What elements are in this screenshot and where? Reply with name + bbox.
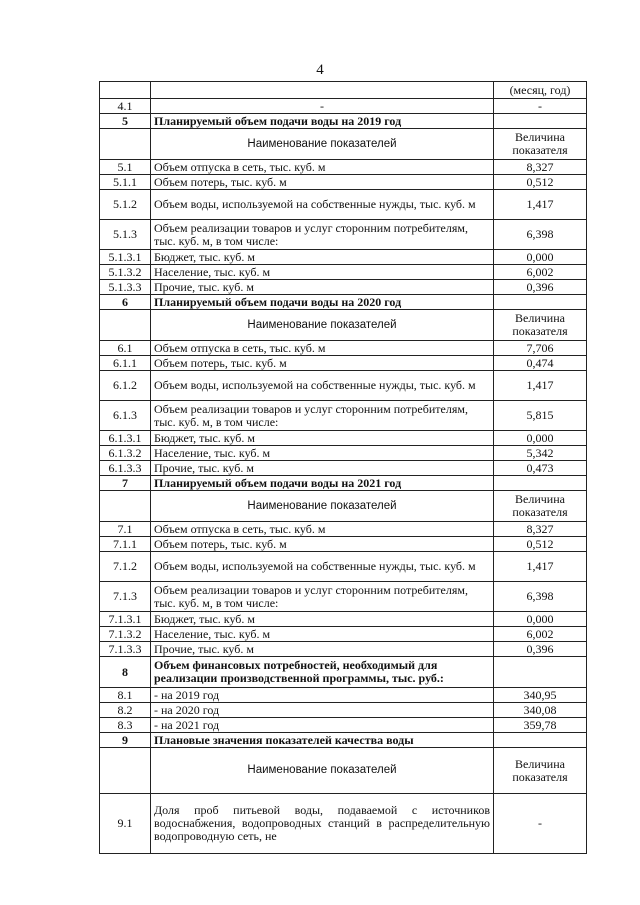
column-header-value: Величина показателя bbox=[494, 491, 587, 522]
empty-cell bbox=[494, 476, 587, 491]
column-header-value: Величина показателя bbox=[494, 748, 587, 794]
row-number: 7.1 bbox=[100, 522, 151, 537]
row-name: Прочие, тыс. куб. м bbox=[151, 461, 494, 476]
row-value: 6,398 bbox=[494, 220, 587, 250]
row-value: 0,000 bbox=[494, 431, 587, 446]
row-value: 0,512 bbox=[494, 175, 587, 190]
section-number: 6 bbox=[100, 295, 151, 310]
section-title: Объем финансовых потребностей, необходимый для реализации производственной программы, тыс. руб.: bbox=[151, 657, 494, 688]
row-number: 5.1.3 bbox=[100, 220, 151, 250]
page-number: 4 bbox=[316, 62, 324, 78]
table-row bbox=[100, 371, 587, 401]
table-row bbox=[100, 642, 587, 657]
row-value: 7,706 bbox=[494, 341, 587, 356]
row-number: 8.3 bbox=[100, 718, 151, 733]
row-value: 1,417 bbox=[494, 190, 587, 220]
row-name: Объем отпуска в сеть, тыс. куб. м bbox=[151, 341, 494, 356]
section-title: Планируемый объем подачи воды на 2020 год bbox=[151, 295, 494, 310]
row-value: - bbox=[494, 794, 587, 854]
row-number: 9.1 bbox=[100, 794, 151, 854]
row-value: 0,000 bbox=[494, 250, 587, 265]
section-title: Планируемый объем подачи воды на 2021 год bbox=[151, 476, 494, 491]
row-number: 7.1.3.3 bbox=[100, 642, 151, 657]
row-name: Доля проб питьевой воды, подаваемой с источников водоснабжения, водопроводных станций в распределительную водопроводную сеть, не bbox=[151, 794, 494, 854]
table-row bbox=[100, 250, 587, 265]
row-name: Объем воды, используемой на собственные нужды, тыс. куб. м bbox=[151, 552, 494, 582]
row-name: Объем потерь, тыс. куб. м bbox=[151, 175, 494, 190]
column-header-value: Величина показателя bbox=[494, 310, 587, 341]
row-number: 5.1.2 bbox=[100, 190, 151, 220]
row-name: Население, тыс. куб. м bbox=[151, 265, 494, 280]
column-header-row bbox=[100, 310, 587, 341]
column-header-name: Наименование показателей bbox=[151, 491, 494, 522]
table-row bbox=[100, 341, 587, 356]
row-name: Объем отпуска в сеть, тыс. куб. м bbox=[151, 160, 494, 175]
row-value: 0,473 bbox=[494, 461, 587, 476]
table-row bbox=[100, 461, 587, 476]
row-name: Бюджет, тыс. куб. м bbox=[151, 250, 494, 265]
row-number: 4.1 bbox=[100, 99, 151, 114]
column-header-name: Наименование показателей bbox=[151, 129, 494, 160]
section-title-row bbox=[100, 295, 587, 310]
table-row bbox=[100, 582, 587, 612]
row-value: 0,396 bbox=[494, 642, 587, 657]
row-number: 7.1.3.2 bbox=[100, 627, 151, 642]
table-row bbox=[100, 612, 587, 627]
column-header-row bbox=[100, 748, 587, 794]
production-program-table bbox=[99, 81, 587, 854]
table-row bbox=[100, 703, 587, 718]
table-row bbox=[100, 627, 587, 642]
row-name: Население, тыс. куб. м bbox=[151, 627, 494, 642]
empty-cell bbox=[494, 295, 587, 310]
table-row bbox=[100, 688, 587, 703]
row-number: 5.1.3.3 bbox=[100, 280, 151, 295]
column-header-name: Наименование показателей bbox=[151, 310, 494, 341]
row-value: 340,95 bbox=[494, 688, 587, 703]
row-value: 1,417 bbox=[494, 371, 587, 401]
row-number: 5.1.3.1 bbox=[100, 250, 151, 265]
column-header-name: Наименование показателей bbox=[151, 748, 494, 794]
empty-cell bbox=[100, 748, 151, 794]
row-value: 0,512 bbox=[494, 537, 587, 552]
row-number: 6.1 bbox=[100, 341, 151, 356]
table-row bbox=[100, 401, 587, 431]
table-row bbox=[100, 522, 587, 537]
row-value: 1,417 bbox=[494, 552, 587, 582]
row-name: Бюджет, тыс. куб. м bbox=[151, 612, 494, 627]
section-number: 9 bbox=[100, 733, 151, 748]
section-title-row bbox=[100, 657, 587, 688]
table-row bbox=[100, 446, 587, 461]
row-number: 5.1.3.2 bbox=[100, 265, 151, 280]
table-row bbox=[100, 160, 587, 175]
row-number: 6.1.2 bbox=[100, 371, 151, 401]
section-title-row bbox=[100, 733, 587, 748]
row-value: (месяц, год) bbox=[494, 82, 587, 99]
row-value: 8,327 bbox=[494, 522, 587, 537]
row-number: 7.1.2 bbox=[100, 552, 151, 582]
empty-cell bbox=[100, 310, 151, 341]
row-name: Объем реализации товаров и услуг сторонним потребителям, тыс. куб. м, в том числе: bbox=[151, 582, 494, 612]
row-value: 5,815 bbox=[494, 401, 587, 431]
table-row bbox=[100, 265, 587, 280]
column-header-value: Величина показателя bbox=[494, 129, 587, 160]
row-name: Прочие, тыс. куб. м bbox=[151, 280, 494, 295]
row-name: Объем потерь, тыс. куб. м bbox=[151, 356, 494, 371]
row-name: - на 2021 год bbox=[151, 718, 494, 733]
table-row bbox=[100, 552, 587, 582]
table-row bbox=[100, 99, 587, 114]
row-value: 6,398 bbox=[494, 582, 587, 612]
empty-cell bbox=[100, 491, 151, 522]
row-name: Бюджет, тыс. куб. м bbox=[151, 431, 494, 446]
row-value: 8,327 bbox=[494, 160, 587, 175]
section-title-row bbox=[100, 476, 587, 491]
empty-cell bbox=[494, 114, 587, 129]
empty-cell bbox=[494, 657, 587, 688]
table-row bbox=[100, 718, 587, 733]
row-name: - bbox=[151, 99, 494, 114]
row-name: Объем потерь, тыс. куб. м bbox=[151, 537, 494, 552]
row-value: 359,78 bbox=[494, 718, 587, 733]
table-row bbox=[100, 356, 587, 371]
column-header-row bbox=[100, 491, 587, 522]
row-name: Объем воды, используемой на собственные нужды, тыс. куб. м bbox=[151, 371, 494, 401]
row-number: 6.1.3.2 bbox=[100, 446, 151, 461]
row-number: 7.1.3 bbox=[100, 582, 151, 612]
table-row bbox=[100, 175, 587, 190]
row-name: Объем отпуска в сеть, тыс. куб. м bbox=[151, 522, 494, 537]
section-number: 8 bbox=[100, 657, 151, 688]
row-number: 8.1 bbox=[100, 688, 151, 703]
row-number: 5.1 bbox=[100, 160, 151, 175]
column-header-row bbox=[100, 129, 587, 160]
row-value: 6,002 bbox=[494, 627, 587, 642]
row-number bbox=[100, 82, 151, 99]
section-title: Планируемый объем подачи воды на 2019 год bbox=[151, 114, 494, 129]
empty-cell bbox=[100, 129, 151, 160]
row-name: Объем реализации товаров и услуг сторонним потребителям, тыс. куб. м, в том числе: bbox=[151, 220, 494, 250]
row-number: 6.1.3.3 bbox=[100, 461, 151, 476]
section-title-row bbox=[100, 114, 587, 129]
row-name: Население, тыс. куб. м bbox=[151, 446, 494, 461]
row-name: Объем воды, используемой на собственные нужды, тыс. куб. м bbox=[151, 190, 494, 220]
row-name bbox=[151, 82, 494, 99]
empty-cell bbox=[494, 733, 587, 748]
row-number: 8.2 bbox=[100, 703, 151, 718]
row-value: 5,342 bbox=[494, 446, 587, 461]
section-title: Плановые значения показателей качества воды bbox=[151, 733, 494, 748]
row-value: 340,08 bbox=[494, 703, 587, 718]
table-row bbox=[100, 431, 587, 446]
row-value: 6,002 bbox=[494, 265, 587, 280]
row-number: 6.1.3 bbox=[100, 401, 151, 431]
row-value: 0,000 bbox=[494, 612, 587, 627]
row-name: - на 2019 год bbox=[151, 688, 494, 703]
table-row bbox=[100, 280, 587, 295]
section-number: 5 bbox=[100, 114, 151, 129]
row-value: 0,474 bbox=[494, 356, 587, 371]
table-row bbox=[100, 537, 587, 552]
row-name: Объем реализации товаров и услуг сторонним потребителям, тыс. куб. м, в том числе: bbox=[151, 401, 494, 431]
row-number: 6.1.3.1 bbox=[100, 431, 151, 446]
table-row bbox=[100, 794, 587, 854]
row-name: - на 2020 год bbox=[151, 703, 494, 718]
row-value: - bbox=[494, 99, 587, 114]
section-number: 7 bbox=[100, 476, 151, 491]
row-name: Прочие, тыс. куб. м bbox=[151, 642, 494, 657]
table-row bbox=[100, 220, 587, 250]
table-row bbox=[100, 190, 587, 220]
row-number: 6.1.1 bbox=[100, 356, 151, 371]
table-row-top bbox=[100, 82, 587, 99]
row-value: 0,396 bbox=[494, 280, 587, 295]
row-number: 7.1.1 bbox=[100, 537, 151, 552]
row-number: 7.1.3.1 bbox=[100, 612, 151, 627]
row-number: 5.1.1 bbox=[100, 175, 151, 190]
